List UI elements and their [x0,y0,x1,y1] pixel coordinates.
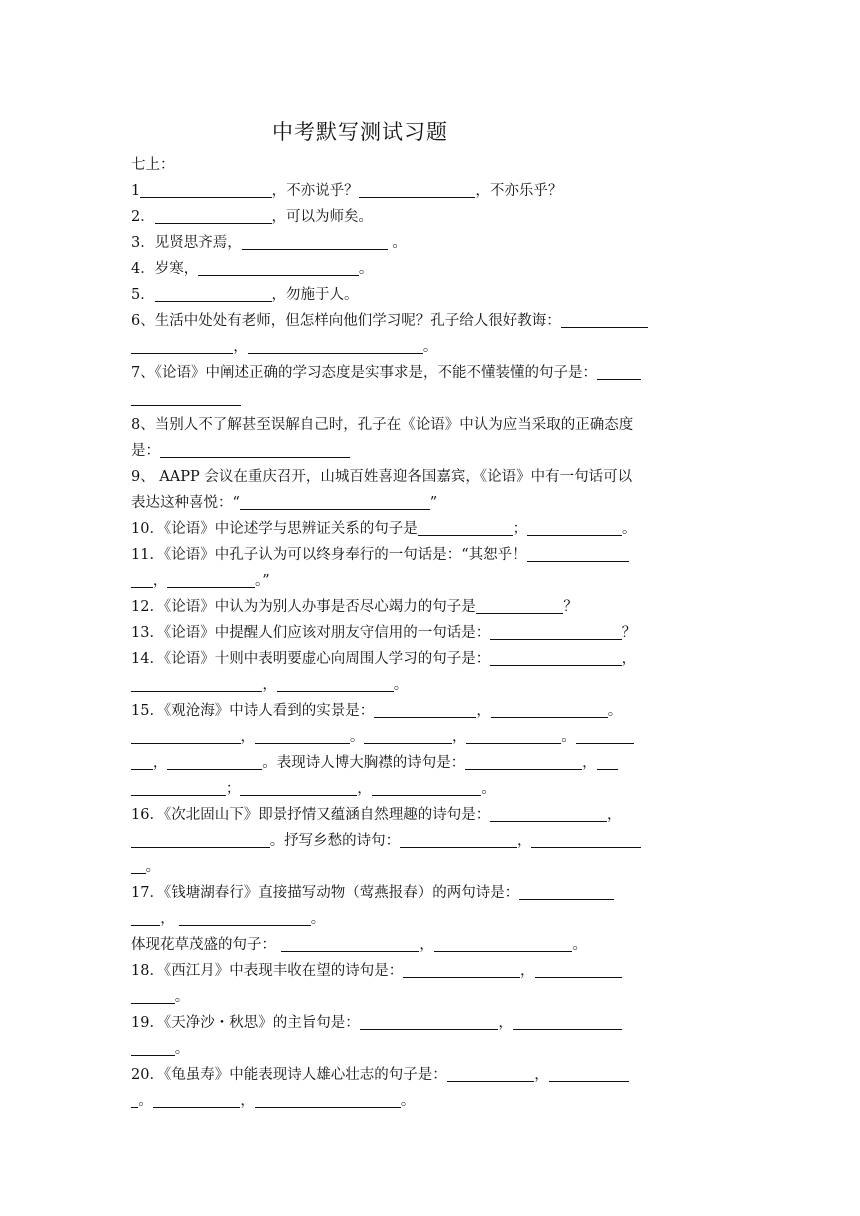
question-text: 13．《论语》中提醒人们应该对朋友守信用的一句话是： [131,625,491,641]
page-title: 中考默写测试习题 [272,120,448,144]
answer-blank[interactable] [359,181,476,198]
question-text: 七上： [131,157,175,173]
question-text: ， [534,1067,549,1083]
answer-blank[interactable] [131,753,153,770]
answer-blank[interactable] [167,571,255,588]
answer-blank[interactable] [527,545,629,562]
answer-blank[interactable] [179,909,310,926]
answer-blank[interactable] [490,623,621,640]
answer-blank[interactable] [549,1065,629,1082]
question-line [131,958,731,984]
question-text: 。 [387,235,407,251]
answer-blank[interactable] [403,961,520,978]
answer-blank[interactable] [360,1013,499,1030]
answer-blank[interactable] [131,987,175,1004]
answer-blank[interactable] [364,727,452,744]
question-list [131,152,731,1114]
question-line [131,256,731,282]
question-text: ， [419,937,434,953]
question-line [131,594,731,620]
answer-blank[interactable] [140,181,271,198]
question-line [131,386,731,412]
answer-blank[interactable] [597,363,641,380]
answer-blank[interactable] [527,519,622,536]
question-text: 15．《观沧海》中诗人看到的实景是： [131,703,375,719]
answer-blank[interactable] [131,727,241,744]
answer-blank[interactable] [131,389,241,406]
question-line [131,854,731,880]
question-text: ” [429,495,438,511]
question-line [131,282,731,308]
question-line [131,698,731,724]
question-line [131,906,731,932]
question-text: 。抒写乡愁的诗句： [269,833,401,849]
question-text: ，不亦乐乎？ [475,183,563,199]
question-text: ， [498,1015,513,1031]
answer-blank[interactable] [374,701,476,718]
question-line [131,568,731,594]
question-text: 19．《天净沙・秋思》的主旨句是： [131,1015,360,1031]
question-line [131,516,731,542]
answer-blank[interactable] [131,571,153,588]
answer-blank[interactable] [153,1091,241,1108]
answer-blank[interactable] [513,1013,623,1030]
question-text: 9、 AAPP 会议在重庆召开，山城百姓喜迎各国嘉宾，《论语》中有一句话可以 [131,469,633,485]
question-text: 。” [254,573,270,589]
answer-blank[interactable] [160,441,350,458]
question-text: 体现花草茂盛的句子： [131,937,281,953]
answer-blank[interactable] [465,753,582,770]
question-line [131,1062,731,1088]
question-text: ； [225,781,241,797]
question-text: ， [357,781,372,797]
question-line [131,724,731,750]
question-text: ， [516,833,532,849]
question-line [131,334,731,360]
answer-blank[interactable] [242,233,388,250]
answer-blank[interactable] [535,961,623,978]
answer-blank[interactable] [490,805,607,822]
question-line [131,1010,731,1036]
answer-blank[interactable] [281,935,420,952]
answer-blank[interactable] [434,935,573,952]
answer-blank[interactable] [277,675,394,692]
question-text: 是： [131,443,160,459]
question-text: ，不亦说乎？ [271,183,359,199]
answer-blank[interactable] [131,779,226,796]
question-text: 6、生活中处处有老师，但怎样向他们学习呢？孔子给人很好教诲： [131,313,561,329]
question-line [131,984,731,1010]
answer-blank[interactable] [131,831,270,848]
question-text: ， [233,339,248,355]
question-text: 。 [400,1093,416,1109]
question-text: ， [621,651,637,667]
question-line [131,152,731,178]
answer-blank[interactable] [167,753,262,770]
answer-blank[interactable] [400,831,517,848]
question-text: ， [582,755,597,771]
question-text: 。 [174,989,190,1005]
question-line [131,360,731,386]
answer-blank[interactable] [490,649,621,666]
question-line [131,932,731,958]
question-line [131,828,731,854]
question-text: 。 [174,1041,190,1057]
question-line [131,1088,731,1114]
question-line [131,230,731,256]
answer-blank[interactable] [531,831,641,848]
answer-blank[interactable] [519,883,614,900]
question-text: 7、《论语》中阐述正确的学习态度是实事求是，不能不懂装懂的句子是： [131,365,597,381]
answer-blank[interactable] [198,259,359,276]
question-line [131,412,731,438]
question-line [131,308,731,334]
question-text: 17．《钱塘湖春行》直接描写动物（莺燕报春）的两句诗是： [131,885,520,901]
answer-blank[interactable] [240,779,357,796]
question-text: 11．《论语》中孔子认为可以终身奉行的一句话是：“其恕乎！ [131,547,527,563]
question-text: ， [607,807,622,823]
question-text: ？ [563,599,578,615]
answer-blank[interactable] [131,857,146,874]
question-line [131,490,731,516]
answer-blank[interactable] [255,1091,401,1108]
question-text: 。 [607,703,623,719]
question-text: 1 [131,183,141,199]
question-text: ，勿施于人。 [271,287,359,303]
answer-blank[interactable] [131,675,262,692]
question-text: ， [520,963,535,979]
answer-blank[interactable] [447,1065,535,1082]
question-text: 表达这种喜悦：“ [131,495,240,511]
question-text: ，可以为师矣。 [271,209,374,225]
question-line [131,1036,731,1062]
question-text: 。 [572,937,587,953]
answer-blank[interactable] [248,337,423,354]
question-text: ， [152,755,168,771]
question-text: 5． [131,287,155,303]
answer-blank[interactable] [418,519,513,536]
answer-blank[interactable] [240,493,430,510]
answer-blank[interactable] [155,207,272,224]
question-text: 20．《龟虽寿》中能表现诗人雄心壮志的句子是： [131,1067,447,1083]
question-line [131,802,731,828]
answer-blank[interactable] [466,727,561,744]
answer-blank[interactable] [576,727,634,744]
question-text: 。 [621,521,637,537]
question-text: 。 [145,859,161,875]
question-text: ， [152,573,168,589]
question-text: 4．岁寒， [131,261,199,277]
question-text: ， [262,677,277,693]
question-text: ？ [621,625,637,641]
answer-blank[interactable] [561,311,649,328]
question-text: 。 [138,1093,153,1109]
question-line [131,178,731,204]
question-text: 。 [358,261,374,277]
question-text: 14．《论语》十则中表明要虚心向周围人学习的句子是： [131,651,491,667]
question-line [131,750,731,776]
question-text: 。 [422,339,438,355]
question-line [131,204,731,230]
question-text: 。表现诗人博大胸襟的诗句是： [262,755,466,771]
answer-blank[interactable] [155,285,272,302]
question-text: ； [512,521,528,537]
question-text: 12．《论语》中认为为别人办事是否尽心竭力的句子是 [131,599,476,615]
question-text: ， [160,911,180,927]
question-text: 18．《西江月》中表现丰收在望的诗句是： [131,963,404,979]
question-line [131,776,731,802]
question-text: ， [451,729,467,745]
question-text: 。 [481,781,496,797]
answer-blank[interactable] [131,909,160,926]
answer-blank[interactable] [372,779,482,796]
question-line [131,620,731,646]
question-line [131,542,731,568]
question-text: 。 [393,677,409,693]
question-text: 。 [561,729,576,745]
answer-blank[interactable] [491,701,608,718]
question-line [131,672,731,698]
question-line [131,646,731,672]
answer-blank[interactable] [597,753,619,770]
question-text: ， [240,1093,255,1109]
question-text: ， [240,729,255,745]
question-text: ， [476,703,491,719]
question-text: 16．《次北固山下》即景抒情又蕴涵自然理趣的诗句是： [131,807,491,823]
question-line [131,464,731,490]
answer-blank[interactable] [131,337,233,354]
question-text: 10．《论语》中论述学与思辨证关系的句子是 [131,521,418,537]
answer-blank[interactable] [476,597,564,614]
question-line [131,438,731,464]
question-text: 。 [349,729,365,745]
question-text: 2． [131,209,155,225]
question-line [131,880,731,906]
question-text: 3．见贤思齐焉， [131,235,242,251]
answer-blank[interactable] [255,727,350,744]
answer-blank[interactable] [131,1039,175,1056]
question-text: 。 [310,911,326,927]
question-text: 8、当别人不了解甚至误解自己时，孔子在《论语》中认为应当采取的正确态度 [131,417,634,433]
